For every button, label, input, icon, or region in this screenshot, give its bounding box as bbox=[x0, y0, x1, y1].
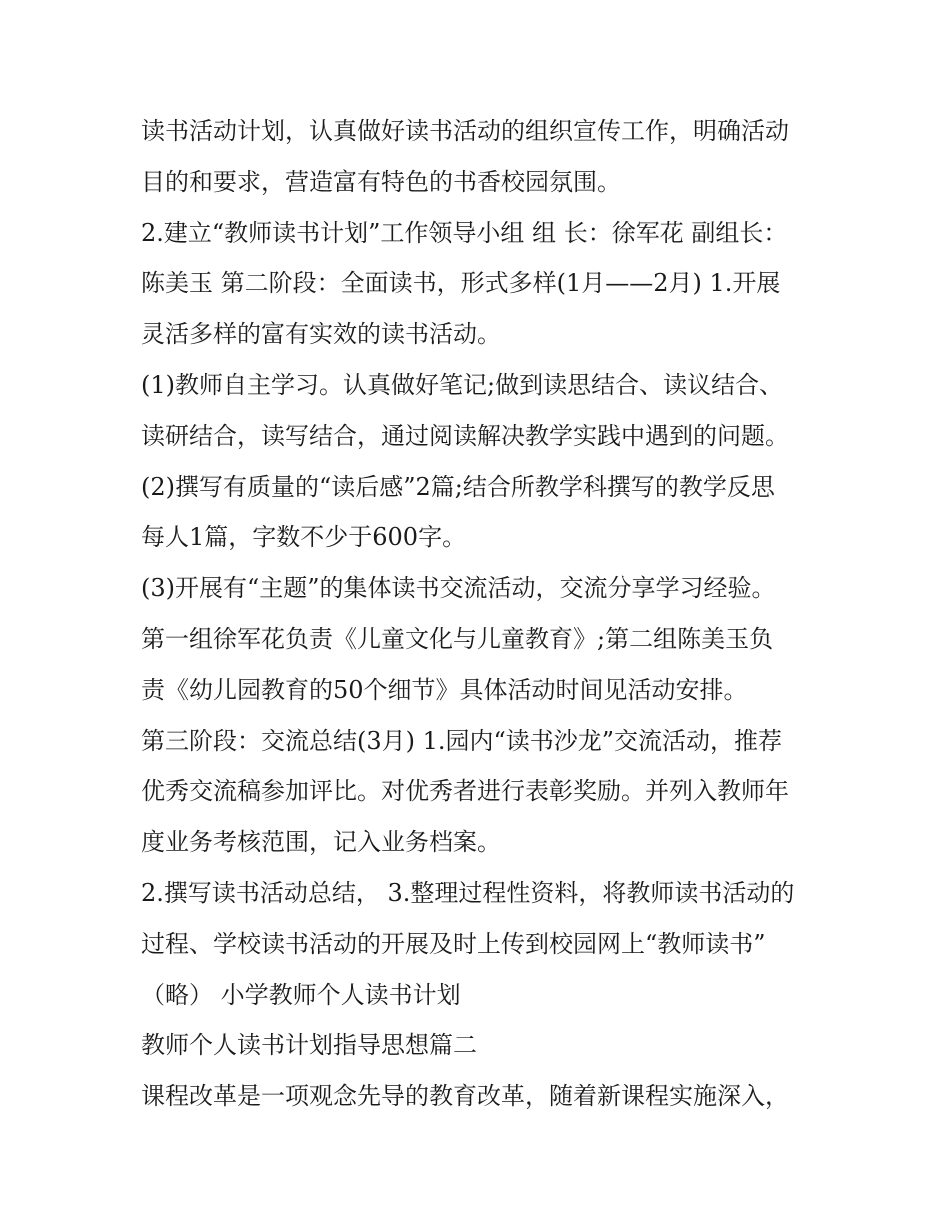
text-line: 每人1篇，字数不少于600字。 bbox=[141, 523, 467, 552]
text-line: 教师个人读书计划指导思想篇二 bbox=[141, 1031, 477, 1060]
text-line: 过程、学校读书活动的开展及时上传到校园网上“教师读书” bbox=[141, 929, 766, 958]
text-line: 度业务考核范围，记入业务档案。 bbox=[141, 828, 501, 857]
text-line: (2)撰写有质量的“读后感”2篇;结合所教学科撰写的教学反思 bbox=[141, 472, 775, 501]
text-line: 第三阶段：交流总结(3月) 1.园内“读书沙龙”交流活动，推荐 bbox=[141, 726, 783, 755]
text-line: 责《幼儿园教育的50个细节》具体活动时间见活动安排。 bbox=[141, 675, 748, 704]
document-body bbox=[141, 106, 821, 1122]
text-line: (1)教师自主学习。认真做好笔记;做到读思结合、读议结合、 bbox=[141, 370, 784, 399]
text-line: 优秀交流稿参加评比。对优秀者进行表彰奖励。并列入教师年 bbox=[141, 777, 789, 806]
text-line: 读研结合，读写结合，通过阅读解决教学实践中遇到的问题。 bbox=[141, 421, 789, 450]
text-line: 陈美玉 第二阶段：全面读书，形式多样(1月——2月) 1.开展 bbox=[141, 269, 781, 298]
text-line: （略） 小学教师个人读书计划 bbox=[141, 980, 461, 1009]
text-line: 灵活多样的富有实效的读书活动。 bbox=[141, 320, 501, 349]
text-line: 目的和要求，营造富有特色的书香校园氛围。 bbox=[141, 167, 621, 196]
text-line: 2.建立“教师读书计划”工作领导小组 组 长：徐军花 副组长： bbox=[141, 218, 788, 247]
text-line: 2.撰写读书活动总结， 3.整理过程性资料，将教师读书活动的 bbox=[141, 878, 795, 907]
text-line: 第一组徐军花负责《儿童文化与儿童教育》;第二组陈美玉负 bbox=[141, 624, 774, 653]
text-line: 读书活动计划，认真做好读书活动的组织宣传工作，明确活动 bbox=[141, 117, 789, 145]
text-line: 课程改革是一项观念先导的教育改革，随着新课程实施深入， bbox=[141, 1082, 789, 1111]
text-line: (3)开展有“主题”的集体读书交流活动，交流分享学习经验。 bbox=[141, 574, 776, 603]
